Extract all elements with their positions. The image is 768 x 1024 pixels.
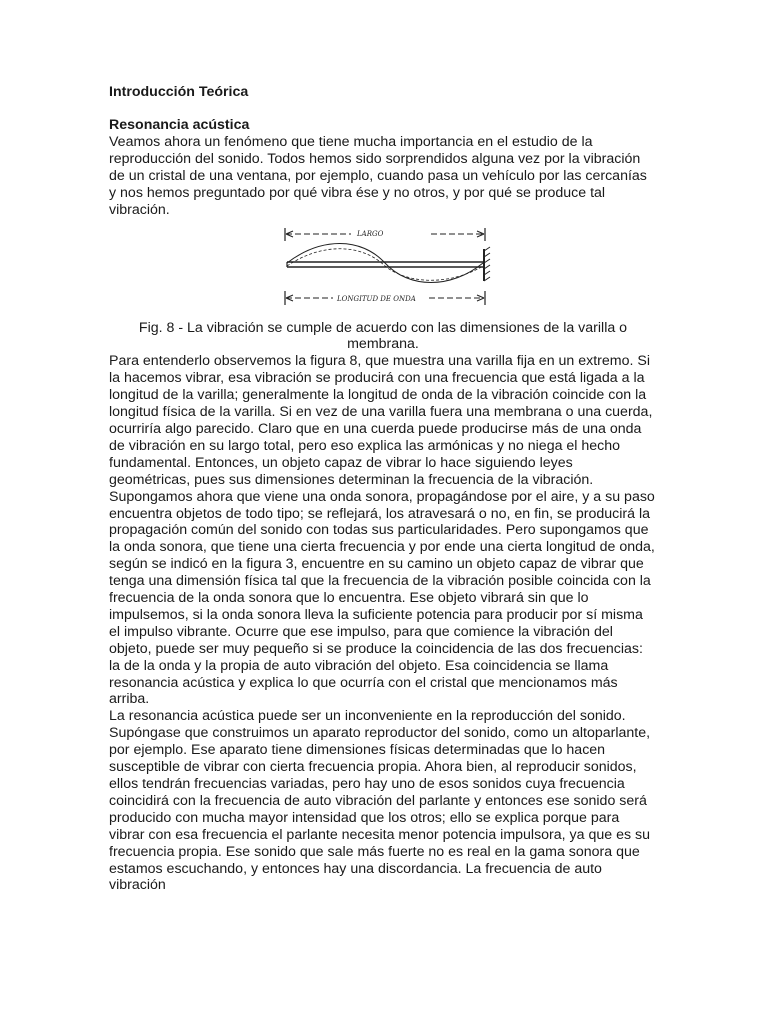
figure-vibrating-rod [109,223,657,317]
figure-label-largo: LARGO [357,229,384,238]
vibrating-rod-diagram [281,223,491,317]
body-paragraph-2: Supongamos ahora que viene una onda sonora, propagándose por el aire, y a su paso encuentra objetos de todo tipo; se reflejará, los atravesará o no, en fin, se producirá la propagación común del sonido con todas sus particularidades. Pero supongamos que la onda sonora, que tiene una cierta frecuencia y por ende una cierta longitud de onda, según se indicó en la figura 3, encuentre en su camino un objeto capaz de vibrar que tenga una dimensión física tal que la frecuencia de la vibración posible coincida con la frecuencia de la onda sonora que lo encuentra. Ese objeto vibrará sin que lo impulsemos, si la onda sonora lleva la suficiente potencia para producir por sí misma el impulso vibrante. Ocurre que ese impulso, para que comience la vibración del objeto, puede ser muy pequeño si se produce la coincidencia de las dos frecuencias: la de la onda y la propia de auto vibración del objeto. Esa coincidencia se llama resonancia acústica y explica lo que ocurría con el cristal que mencionamos más arriba. [109,488,655,708]
document-page [109,84,657,894]
figure-label-longitud: LONGITUD DE ONDA [337,294,416,303]
document-title: Introducción Teórica [109,84,249,100]
body-paragraph-3: La resonancia acústica puede ser un inconveniente en la reproducción del sonido. Supóngase que construimos un aparato reproductor del sonido, como un altoparlante, por ejemplo. Ese aparato tiene dimensiones físicas determinadas que lo hacen susceptible de vibrar con cierta frecuencia propia. Ahora bien, al reproducir sonidos, ellos tendrán frecuencias variadas, pero hay uno de esos sonidos cuya frecuencia coincidirá con la frecuencia de auto vibración del parlante y entonces ese sonido será producido con mucha mayor intensidad que los otros; ello se explica porque para vibrar con esa frecuencia el parlante necesita menor potencia impulsora, ya que es su frecuencia propia. Ese sonido que sale más fuerte no es real en la gama sonora que estamos escuchando, y entonces hay una discordancia. La frecuencia de auto vibración [109,708,651,894]
body-paragraph-1: Para entenderlo observemos la figura 8, que muestra una varilla fija en un extremo. Si la hacemos vibrar, esa vibración se producirá con una frecuencia que está ligada a la longitud de la varilla; generalmente la longitud de onda de la vibración coincide con la longitud física de la varilla. Si en vez de una varilla fuera una membrana o una cuerda, ocurriría algo parecido. Claro que en una cuerda puede producirse más de una onda de vibración en su largo total, pero eso explica las armónicas y no niega el hecho fundamental. Entonces, un objeto capaz de vibrar lo hace siguiendo leyes geométricas, pues sus dimensiones determinan la frecuencia de la vibración. [109,353,653,488]
section-heading: Resonancia acústica [109,117,250,133]
intro-paragraph: Veamos ahora un fenómeno que tiene mucha importancia en el estudio de la reproducción del sonido. Todos hemos sido sorprendidos alguna vez por la vibración de un cristal de una ventana, por ejemplo, cuando pasa un vehículo por las cercanías y nos hemos preguntado por qué vibra ése y no otros, y por qué se produce tal vibración. [109,134,647,218]
figure-caption: Fig. 8 - La vibración se cumple de acuerdo con las dimensiones de la varilla o membrana. [138,319,628,353]
